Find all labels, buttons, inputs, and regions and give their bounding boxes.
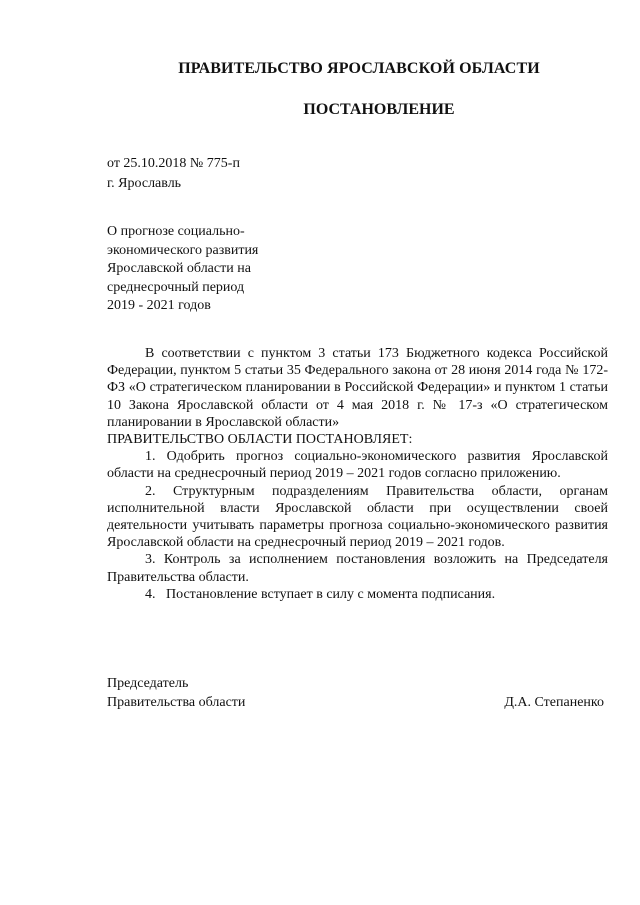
- document-type-title: ПОСТАНОВЛЕНИЕ: [303, 101, 455, 118]
- issuing-authority: ПРАВИТЕЛЬСТВО ЯРОСЛАВСКОЙ ОБЛАСТИ: [178, 60, 540, 77]
- document-body: [107, 345, 608, 603]
- subject-line: Ярославской области на: [107, 261, 251, 276]
- signatory-position-line1: Председатель: [107, 676, 189, 691]
- subject-line: 2019 - 2021 годов: [107, 298, 211, 313]
- preamble-paragraph: В соответствии с пунктом 3 статьи 173 Бюджетного кодекса Российской Федерации, пунктом 5 статьи 35 Федерального закона от 28 июня 2014 года № 172-ФЗ «О стратегическом планировании в Российской Федерации» и пунктом 1 статьи 10 Закона Ярославской области от 4 мая 2018 г. № 17-з «О стратегическом планировании в Ярославской области»: [107, 346, 608, 430]
- resolution-heading: ПРАВИТЕЛЬСТВО ОБЛАСТИ ПОСТАНОВЛЯЕТ:: [107, 432, 413, 448]
- resolution-item-4: 4. Постановление вступает в силу с момента подписания.: [145, 586, 496, 602]
- signature-block: [107, 674, 604, 712]
- resolution-item-2: 2. Структурным подразделениям Правительства области, органам исполнительной власти Ярославской области при осуществлении своей деятельности учитывать параметры прогноза социально-экономического развития Ярославской области на среднесрочный период 2019 – 2021 годов.: [107, 483, 608, 551]
- subject-line: О прогнозе социально-: [107, 224, 245, 239]
- document-subject: [107, 223, 307, 316]
- resolution-item-1: 1. Одобрить прогноз социально-экономического развития Ярославской области на среднесрочный период 2019 – 2021 годов согласно приложению.: [107, 449, 608, 482]
- resolution-item-3: 3. Контроль за исполнением постановления возложить на Председателя Правительства области.: [107, 552, 608, 585]
- signatory-position-line2: Правительства области: [107, 695, 246, 710]
- document-meta: [107, 154, 240, 194]
- subject-line: экономического развития: [107, 242, 259, 258]
- subject-line: среднесрочный период: [107, 279, 245, 295]
- document-date-number: от 25.10.2018 № 775-п: [107, 156, 240, 171]
- document-city: г. Ярославль: [107, 176, 182, 191]
- signatory-name: Д.А. Степаненко: [504, 695, 604, 710]
